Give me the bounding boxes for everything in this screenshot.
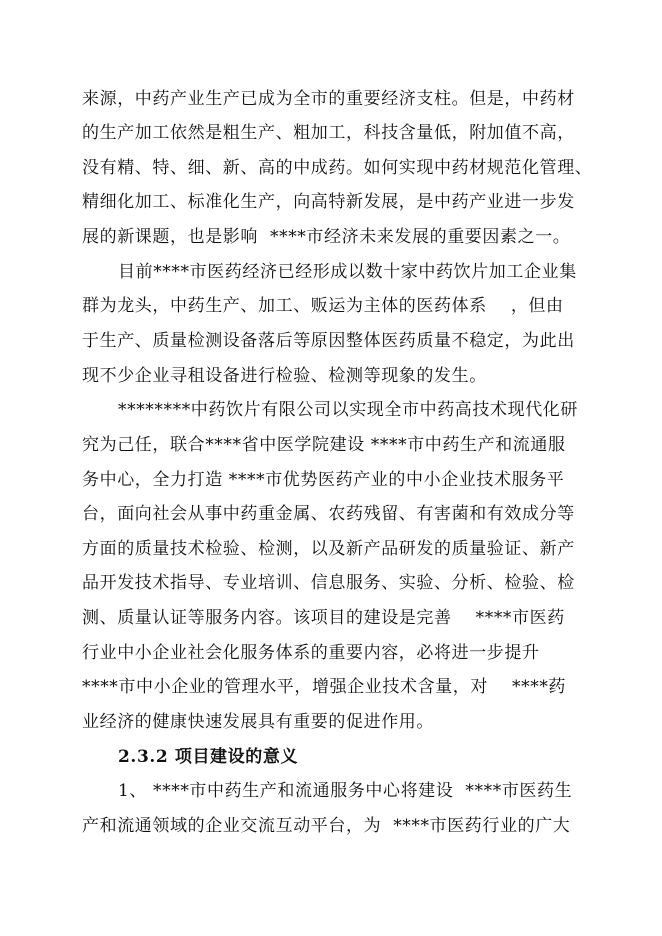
section-heading: 2.3.2 项目建设的意义 bbox=[118, 747, 299, 767]
paragraph-line-3: 没有精、特、细、新、高的中成药。如何实现中药材规范化管理、 bbox=[82, 158, 593, 178]
paragraph-line-14: 方面的质量技术检验、检测，以及新产品研发的质量验证、新产 bbox=[82, 539, 575, 559]
paragraph-line-19: 业经济的健康快速发展具有重要的促进作用。 bbox=[82, 712, 434, 732]
paragraph-line-2: 的生产加工依然是粗生产、粗加工，科技含量低，附加值不高， bbox=[82, 123, 575, 143]
paragraph-line-8: 于生产、质量检测设备落后等原因整体医药质量不稳定，为此出 bbox=[82, 331, 575, 351]
paragraph-line-4: 精细化加工、标准化生产，向高特新发展，是中药产业进一步发 bbox=[82, 192, 575, 212]
paragraph-line-9: 现不少企业寻租设备进行检验、检测等现象的发生。 bbox=[82, 366, 487, 386]
paragraph-line-11: 究为己任，联合****省中医学院建设 ****市中药生产和流通服 bbox=[82, 435, 566, 455]
paragraph-line-20: 1、 ****市中药生产和流通服务中心将建设 ****市医药生 bbox=[118, 781, 573, 801]
paragraph-line-15: 品开发技术指导、专业培训、信息服务、实验、分析、检验、检 bbox=[82, 573, 575, 593]
paragraph-line-21: 产和流通领域的企业交流互动平台，为 ****市医药行业的广大 bbox=[82, 816, 571, 836]
paragraph-line-10: ********中药饮片有限公司以实现全市中药高技术现代化研 bbox=[118, 400, 578, 420]
paragraph-line-1: 来源，中药产业生产已成为全市的重要经济支柱。但是，中药材 bbox=[82, 89, 575, 109]
paragraph-line-13: 台，面向社会从事中药重金属、农药残留、有害菌和有效成分等 bbox=[82, 504, 575, 524]
paragraph-line-18: ****市中小企业的管理水平，增强企业技术含量，对 ****药 bbox=[82, 677, 567, 697]
paragraph-line-7: 群为龙头，中药生产、加工、贩运为主体的医药体系 ，但由 bbox=[82, 296, 564, 316]
paragraph-line-16: 测、质量认证等服务内容。该项目的建设是完善 ****市医药 bbox=[82, 608, 565, 628]
paragraph-line-17: 行业中小企业社会化服务体系的重要内容，必将进一步提升 bbox=[82, 643, 540, 663]
paragraph-line-5: 展的新课题，也是影响 ****市经济未来发展的重要因素之一。 bbox=[82, 227, 571, 247]
paragraph-line-12: 务中心，全力打造 ****市优势医药产业的中小企业技术服务平 bbox=[82, 470, 565, 490]
paragraph-line-6: 目前****市医药经济已经形成以数十家中药饮片加工企业集 bbox=[118, 262, 577, 282]
